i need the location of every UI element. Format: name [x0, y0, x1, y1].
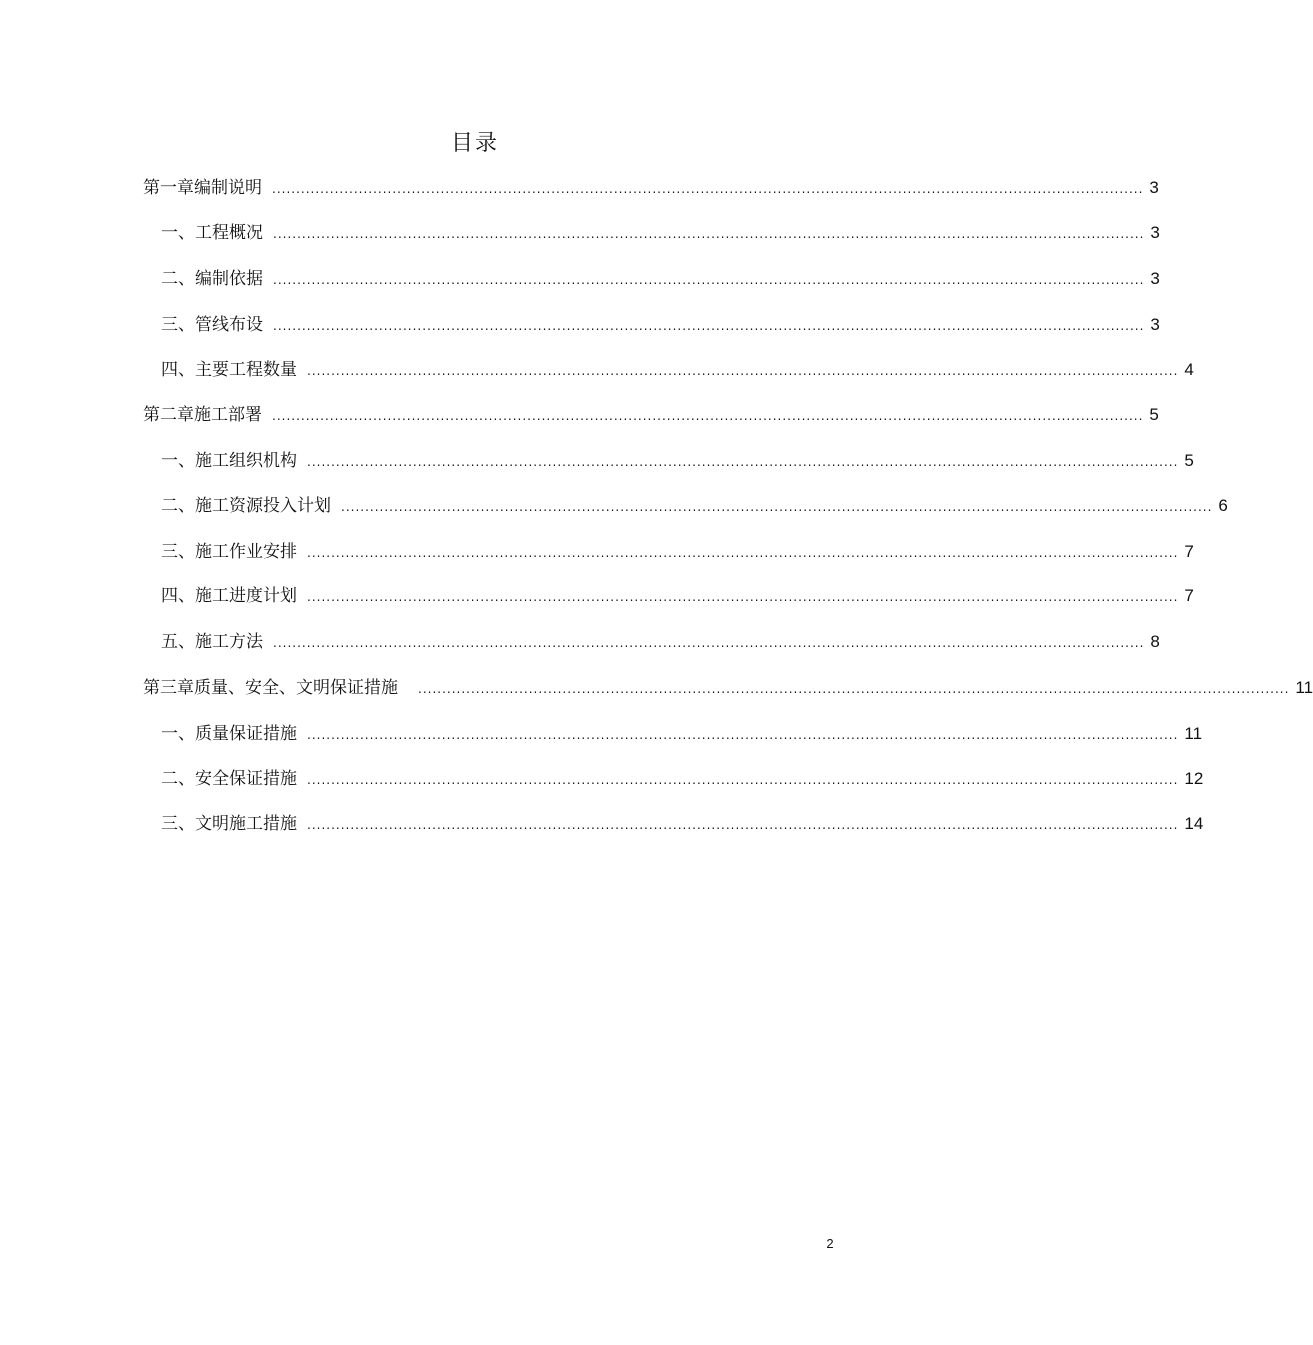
entry-title: 质量保证措施 — [195, 724, 297, 744]
entry-page: 12 — [1184, 769, 1204, 788]
entry-page: 6 — [1218, 496, 1228, 515]
entry-title: 编制说明 — [194, 178, 262, 198]
entry-page: 7 — [1184, 586, 1194, 605]
entry-title: 安全保证措施 — [195, 769, 297, 789]
entry-page: 5 — [1184, 451, 1194, 470]
toc-entry-section[interactable] — [161, 264, 1160, 289]
toc-entry-chapter-1[interactable] — [143, 173, 1159, 198]
entry-title: 施工进度计划 — [195, 586, 297, 606]
toc-entry-chapter-2[interactable] — [143, 400, 1159, 425]
dot-leader: ..................................................................................................................................................................................... — [272, 409, 1144, 423]
toc-entry-section[interactable] — [161, 581, 1194, 606]
entry-number: 二、 — [161, 269, 195, 289]
dot-leader: ..................................................................................................................................................................................... — [307, 364, 1179, 378]
entry-page: 3 — [1150, 269, 1160, 288]
toc-entry-section[interactable] — [161, 446, 1194, 471]
entry-page: 4 — [1184, 360, 1194, 379]
entry-title: 质量、安全、文明保证措施 — [194, 678, 398, 698]
toc-entry-section[interactable] — [161, 764, 1204, 789]
entry-page: 3 — [1150, 315, 1160, 334]
toc-entry-section[interactable] — [161, 491, 1228, 516]
entry-page: 11 — [1295, 678, 1313, 697]
entry-number: 第一章 — [143, 178, 194, 198]
entry-number: 三、 — [161, 315, 195, 335]
toc-entry-section[interactable] — [161, 537, 1194, 562]
entry-number: 五、 — [161, 632, 195, 652]
entry-title: 主要工程数量 — [195, 360, 297, 380]
dot-leader: ..................................................................................................................................................................................... — [273, 636, 1145, 650]
toc-entry-section[interactable] — [161, 809, 1204, 834]
toc-entry-section[interactable] — [161, 310, 1160, 335]
entry-title: 工程概况 — [195, 223, 263, 243]
entry-page: 3 — [1149, 178, 1159, 197]
entry-title: 施工部署 — [194, 405, 262, 425]
toc-entry-section[interactable] — [161, 355, 1194, 380]
dot-leader: ..................................................................................................................................................................................... — [418, 682, 1290, 696]
dot-leader: ..................................................................................................................................................................................... — [272, 182, 1144, 196]
entry-number: 一、 — [161, 724, 195, 744]
dot-leader: ..................................................................................................................................................................................... — [307, 455, 1179, 469]
toc-entry-section[interactable] — [161, 719, 1203, 744]
entry-number: 四、 — [161, 586, 195, 606]
entry-title: 文明施工措施 — [195, 814, 297, 834]
dot-leader: ..................................................................................................................................................................................... — [307, 546, 1179, 560]
entry-page: 3 — [1150, 223, 1160, 242]
toc-entry-chapter-3[interactable] — [143, 673, 1313, 698]
entry-page: 7 — [1184, 542, 1194, 561]
entry-number: 第二章 — [143, 405, 194, 425]
entry-title: 施工方法 — [195, 632, 263, 652]
entry-title: 编制依据 — [195, 269, 263, 289]
entry-title: 施工资源投入计划 — [195, 496, 331, 516]
entry-page: 8 — [1150, 632, 1160, 651]
entry-title: 管线布设 — [195, 315, 263, 335]
entry-page: 11 — [1184, 724, 1203, 743]
toc-title: 目录 — [450, 131, 499, 156]
dot-leader: ..................................................................................................................................................................................... — [273, 273, 1145, 287]
toc-entry-section[interactable] — [161, 218, 1160, 243]
entry-number: 一、 — [161, 223, 195, 243]
dot-leader: ..................................................................................................................................................................................... — [307, 773, 1179, 787]
entry-number: 三、 — [161, 814, 195, 834]
entry-number: 四、 — [161, 360, 195, 380]
entry-number: 三、 — [161, 542, 195, 562]
page-number: 2 — [826, 1236, 834, 1251]
entry-page: 14 — [1184, 814, 1204, 833]
dot-leader: ..................................................................................................................................................................................... — [273, 227, 1145, 241]
entry-number: 一、 — [161, 451, 195, 471]
entry-number: 二、 — [161, 769, 195, 789]
dot-leader: ..................................................................................................................................................................................... — [307, 590, 1179, 604]
dot-leader: ..................................................................................................................................................................................... — [307, 818, 1179, 832]
entry-number: 二、 — [161, 496, 195, 516]
dot-leader: ..................................................................................................................................................................................... — [273, 319, 1145, 333]
dot-leader: ..................................................................................................................................................................................... — [307, 728, 1179, 742]
toc-entry-section[interactable] — [161, 627, 1160, 652]
entry-title: 施工作业安排 — [195, 542, 297, 562]
entry-title: 施工组织机构 — [195, 451, 297, 471]
dot-leader: ..................................................................................................................................................................................... — [341, 500, 1213, 514]
entry-page: 5 — [1149, 405, 1159, 424]
entry-number: 第三章 — [143, 678, 194, 698]
